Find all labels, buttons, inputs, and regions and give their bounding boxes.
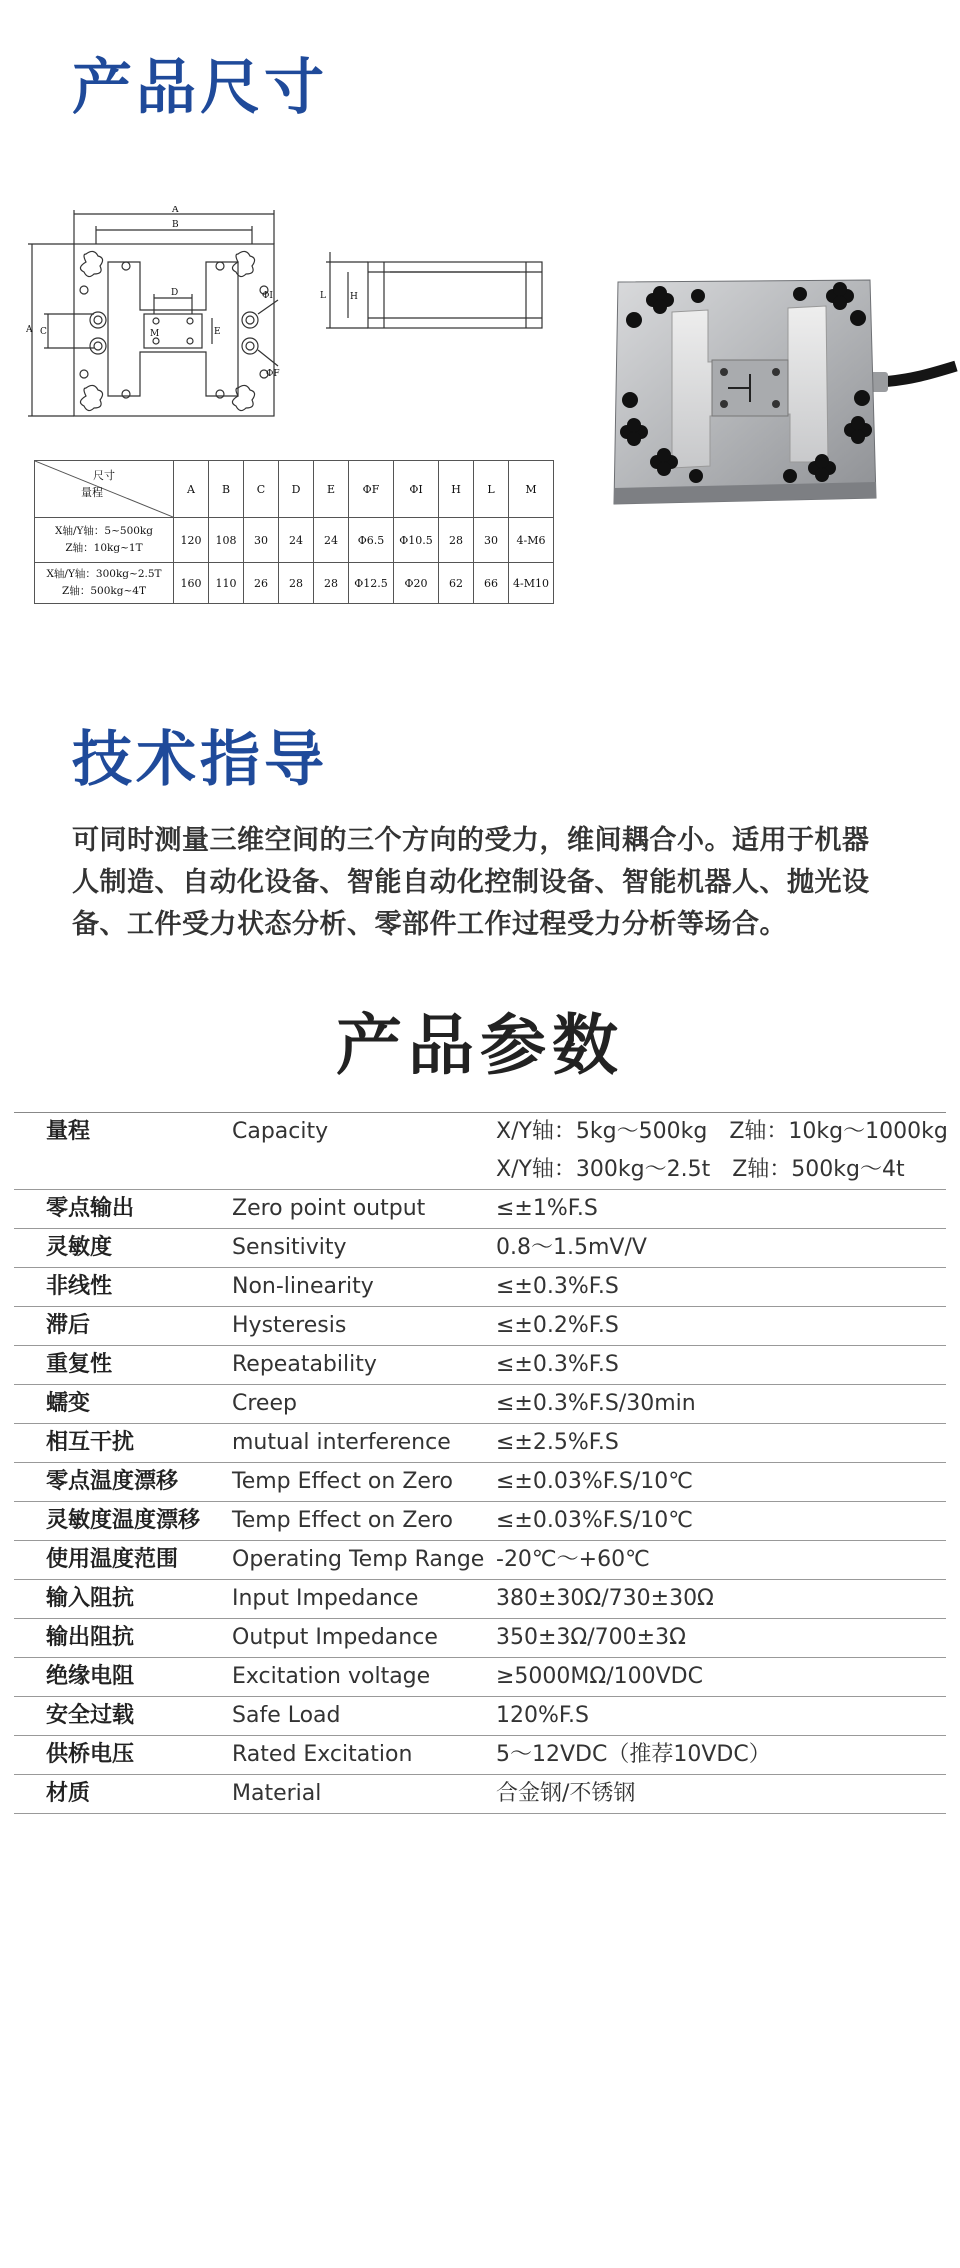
param-name-cn: 供桥电压 bbox=[46, 1742, 135, 1767]
dim-label-e: E bbox=[214, 327, 221, 337]
col-header: E bbox=[314, 461, 349, 518]
table-cell: 28 bbox=[314, 563, 349, 604]
dimension-table-header bbox=[35, 461, 554, 518]
table-cell: 30 bbox=[244, 518, 279, 563]
table-cell: 26 bbox=[244, 563, 279, 604]
param-name-cn: 蠕变 bbox=[46, 1391, 91, 1416]
dimensions-heading: 产品尺寸 bbox=[72, 53, 328, 123]
table-cell: 120 bbox=[174, 518, 209, 563]
param-name-en: Rated Excitation bbox=[232, 1742, 413, 1767]
range-label-line2: Z轴：500kg~4T bbox=[62, 585, 146, 597]
param-value: 5～12VDC（推荐10VDC） bbox=[496, 1742, 771, 1767]
dim-label-b: B bbox=[172, 220, 179, 230]
range-label-line1: X轴/Y轴：300kg~2.5T bbox=[46, 568, 162, 580]
params-row bbox=[14, 1190, 946, 1229]
param-name-en: Material bbox=[232, 1781, 322, 1806]
param-name-en: Input Impedance bbox=[232, 1586, 419, 1611]
params-row bbox=[14, 1229, 946, 1268]
params-row bbox=[14, 1502, 946, 1541]
range-label bbox=[35, 563, 174, 604]
params-row-capacity bbox=[14, 1112, 946, 1190]
table-cell: 62 bbox=[439, 563, 474, 604]
param-name-en: Temp Effect on Zero bbox=[232, 1508, 453, 1533]
dimension-table bbox=[34, 460, 554, 604]
col-header: ΦI bbox=[394, 461, 439, 518]
param-name-en: Safe Load bbox=[232, 1703, 341, 1728]
corner-top-label: 尺寸 bbox=[93, 469, 115, 482]
params-row bbox=[14, 1697, 946, 1736]
param-value: X/Y轴：5kg～500kg Z轴：10kg～1000kg bbox=[496, 1119, 948, 1144]
dim-label-l: L bbox=[320, 291, 326, 301]
dim-label-phi-f: ΦF bbox=[266, 369, 280, 379]
param-name-cn: 量程 bbox=[46, 1119, 91, 1144]
params-row bbox=[14, 1775, 946, 1814]
params-row bbox=[14, 1346, 946, 1385]
range-label-line2: Z轴：10kg~1T bbox=[65, 542, 143, 554]
param-name-en: Non-linearity bbox=[232, 1274, 374, 1299]
dimension-table-row bbox=[35, 518, 554, 563]
param-name-en: Creep bbox=[232, 1391, 297, 1416]
table-cell: 24 bbox=[314, 518, 349, 563]
param-name-cn: 重复性 bbox=[46, 1352, 113, 1377]
param-name-en: Output Impedance bbox=[232, 1625, 438, 1650]
dim-label-a: A bbox=[172, 206, 179, 215]
table-cell: 160 bbox=[174, 563, 209, 604]
load-cell-product-image bbox=[600, 262, 960, 522]
param-value: 120%F.S bbox=[496, 1703, 589, 1728]
params-row bbox=[14, 1424, 946, 1463]
table-cell: Φ6.5 bbox=[349, 518, 394, 563]
param-name-en: Capacity bbox=[232, 1119, 329, 1144]
param-name-en: Operating Temp Range bbox=[232, 1547, 485, 1572]
table-cell: Φ20 bbox=[394, 563, 439, 604]
param-value-line2: X/Y轴：300kg～2.5t Z轴：500kg～4t bbox=[496, 1157, 905, 1182]
param-name-cn: 材质 bbox=[46, 1781, 91, 1806]
param-value: ≤±0.3%F.S bbox=[496, 1352, 619, 1377]
col-header: A bbox=[174, 461, 209, 518]
param-name-en: Temp Effect on Zero bbox=[232, 1469, 453, 1494]
param-name-cn: 安全过载 bbox=[46, 1703, 135, 1728]
param-name-cn: 零点输出 bbox=[46, 1196, 135, 1221]
param-value: ≤±0.03%F.S/10℃ bbox=[496, 1508, 693, 1533]
param-name-en: Repeatability bbox=[232, 1352, 377, 1377]
params-row bbox=[14, 1307, 946, 1346]
param-name-en: Excitation voltage bbox=[232, 1664, 431, 1689]
param-value: 0.8～1.5mV/V bbox=[496, 1235, 647, 1260]
param-name-en: Sensitivity bbox=[232, 1235, 347, 1260]
param-name-cn: 使用温度范围 bbox=[46, 1547, 179, 1572]
param-value: ≤±1%F.S bbox=[496, 1196, 598, 1221]
col-header: L bbox=[474, 461, 509, 518]
param-value: -20℃～+60℃ bbox=[496, 1547, 650, 1572]
dim-label-c: C bbox=[40, 327, 47, 337]
params-row bbox=[14, 1619, 946, 1658]
table-cell: Φ12.5 bbox=[349, 563, 394, 604]
param-value: 380±30Ω/730±30Ω bbox=[496, 1586, 714, 1611]
params-row bbox=[14, 1541, 946, 1580]
side-view-drawing bbox=[320, 250, 550, 350]
tech-guide-paragraph: 可同时测量三维空间的三个方向的受力，维间耦合小。适用于机器人制造、自动化设备、智能自动化控制设备、智能机器人、抛光设备、工件受力状态分析、零部件工作过程受力分析等场合。 bbox=[72, 825, 870, 940]
tech-guide-heading: 技术指导 bbox=[72, 725, 328, 795]
top-view-drawing bbox=[26, 206, 286, 426]
dim-label-phi-i: ΦI bbox=[262, 291, 273, 301]
table-cell: 4-M6 bbox=[509, 518, 554, 563]
col-header: H bbox=[439, 461, 474, 518]
param-value: ≤±0.3%F.S bbox=[496, 1274, 619, 1299]
table-cell: 110 bbox=[209, 563, 244, 604]
params-row bbox=[14, 1580, 946, 1619]
param-name-cn: 绝缘电阻 bbox=[46, 1664, 135, 1689]
param-name-cn: 灵敏度温度漂移 bbox=[46, 1508, 201, 1533]
dim-label-m: M bbox=[150, 329, 160, 339]
dim-label-d: D bbox=[171, 288, 179, 298]
param-value: 合金钢/不锈钢 bbox=[496, 1781, 636, 1806]
params-row bbox=[14, 1463, 946, 1502]
dim-label-a-left: A bbox=[26, 325, 33, 335]
params-row bbox=[14, 1268, 946, 1307]
params-row bbox=[14, 1658, 946, 1697]
range-label-line1: X轴/Y轴：5~500kg bbox=[54, 525, 154, 537]
param-value: ≥5000MΩ/100VDC bbox=[496, 1664, 703, 1689]
param-name-en: mutual interference bbox=[232, 1430, 451, 1455]
param-name-cn: 相互干扰 bbox=[46, 1430, 135, 1455]
col-header: C bbox=[244, 461, 279, 518]
params-heading: 产品参数 bbox=[336, 1007, 624, 1084]
param-value: ≤±0.3%F.S/30min bbox=[496, 1391, 696, 1416]
table-cell: 66 bbox=[474, 563, 509, 604]
param-value: ≤±0.2%F.S bbox=[496, 1313, 619, 1338]
col-header: D bbox=[279, 461, 314, 518]
table-cell: 4-M10 bbox=[509, 563, 554, 604]
range-label bbox=[35, 518, 174, 563]
table-cell: 30 bbox=[474, 518, 509, 563]
param-name-cn: 滞后 bbox=[46, 1313, 91, 1338]
param-name-cn: 输出阻抗 bbox=[46, 1625, 135, 1650]
param-value: ≤±0.03%F.S/10℃ bbox=[496, 1469, 693, 1494]
param-name-cn: 输入阻抗 bbox=[46, 1586, 135, 1611]
param-name-cn: 零点温度漂移 bbox=[46, 1469, 179, 1494]
table-cell: 24 bbox=[279, 518, 314, 563]
col-header: M bbox=[509, 461, 554, 518]
dim-label-h: H bbox=[350, 292, 358, 302]
col-header: B bbox=[209, 461, 244, 518]
param-name-en: Hysteresis bbox=[232, 1313, 347, 1338]
params-row bbox=[14, 1385, 946, 1424]
param-value: 350±3Ω/700±3Ω bbox=[496, 1625, 686, 1650]
param-name-en: Zero point output bbox=[232, 1196, 426, 1221]
dimension-table-row bbox=[35, 563, 554, 604]
params-row bbox=[14, 1736, 946, 1775]
table-cell: 108 bbox=[209, 518, 244, 563]
params-table bbox=[14, 1112, 946, 1814]
param-name-cn: 非线性 bbox=[46, 1274, 113, 1299]
col-header: ΦF bbox=[349, 461, 394, 518]
dimension-table-corner bbox=[35, 461, 174, 518]
table-cell: 28 bbox=[439, 518, 474, 563]
table-cell: 28 bbox=[279, 563, 314, 604]
corner-bottom-label: 量程 bbox=[81, 486, 103, 499]
table-cell: Φ10.5 bbox=[394, 518, 439, 563]
param-name-cn: 灵敏度 bbox=[46, 1235, 113, 1260]
param-value: ≤±2.5%F.S bbox=[496, 1430, 619, 1455]
